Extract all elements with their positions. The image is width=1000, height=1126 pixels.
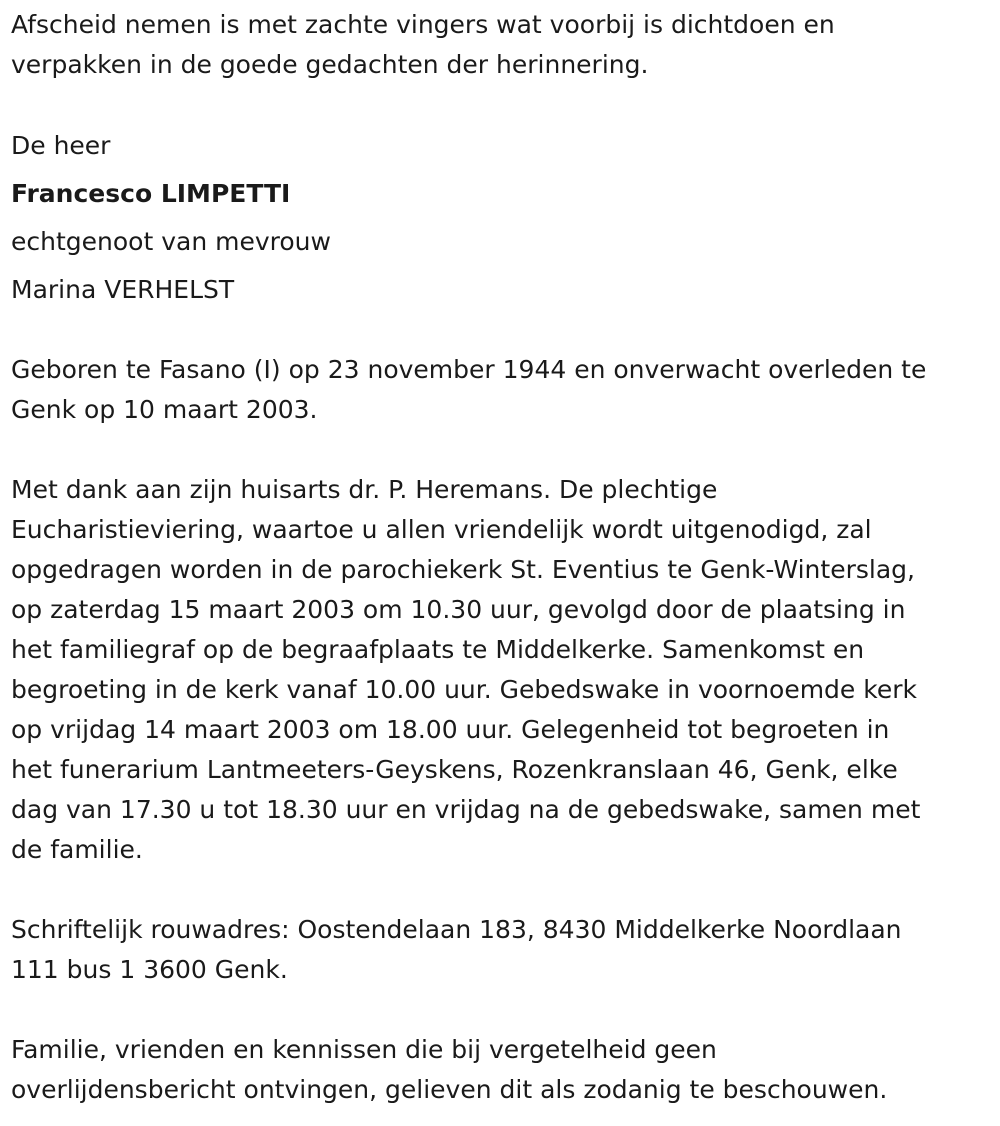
notice-line: Familie, vrienden en kennissen die bij vergetelheid geen xyxy=(11,1035,717,1064)
notice-line: overlijdensbericht ontvingen, gelieven dit als zodanig te beschouwen. xyxy=(11,1075,888,1104)
deceased-name xyxy=(11,174,290,214)
service-line: op zaterdag 15 maart 2003 om 10.30 uur, gevolgd door de plaatsing in xyxy=(11,595,906,624)
service-line: Met dank aan zijn huisarts dr. P. Heremans. De plechtige xyxy=(11,475,718,504)
deceased-name-text: Francesco LIMPETTI xyxy=(11,179,291,208)
notice-paragraph xyxy=(11,1030,887,1110)
address-line: 111 bus 1 3600 Genk. xyxy=(11,955,288,984)
birth-paragraph xyxy=(11,350,926,430)
spouse-name: Marina VERHELST xyxy=(11,275,235,304)
service-line: het funerarium Lantmeeters-Geyskens, Rozenkranslaan 46, Genk, elke xyxy=(11,755,898,784)
service-line: opgedragen worden in de parochiekerk St. Eventius te Genk-Winterslag, xyxy=(11,555,915,584)
birth-line: Genk op 10 maart 2003. xyxy=(11,395,318,424)
service-line: de familie. xyxy=(11,835,143,864)
service-line: Eucharistieviering, waartoe u allen vriendelijk wordt uitgenodigd, zal xyxy=(11,515,872,544)
service-line: het familiegraf op de begraafplaats te Middelkerke. Samenkomst en xyxy=(11,635,865,664)
address-paragraph xyxy=(11,910,902,990)
birth-line: Geboren te Fasano (I) op 23 november 1944 en onverwacht overleden te xyxy=(11,355,927,384)
salutation: De heer xyxy=(11,131,111,160)
intro-line: verpakken in de goede gedachten der herinnering. xyxy=(11,50,649,79)
service-line: dag van 17.30 u tot 18.30 uur en vrijdag na de gebedswake, samen met xyxy=(11,795,921,824)
address-line: Schriftelijk rouwadres: Oostendelaan 183, 8430 Middelkerke Noordlaan xyxy=(11,915,902,944)
service-paragraph xyxy=(11,470,920,870)
service-line: op vrijdag 14 maart 2003 om 18.00 uur. Gelegenheid tot begroeten in xyxy=(11,715,890,744)
service-line: begroeting in de kerk vanaf 10.00 uur. Gebedswake in voornoemde kerk xyxy=(11,675,917,704)
relation-text: echtgenoot van mevrouw xyxy=(11,227,331,256)
intro-line: Afscheid nemen is met zachte vingers wat voorbij is dichtdoen en xyxy=(11,10,835,39)
intro-paragraph xyxy=(11,5,835,85)
